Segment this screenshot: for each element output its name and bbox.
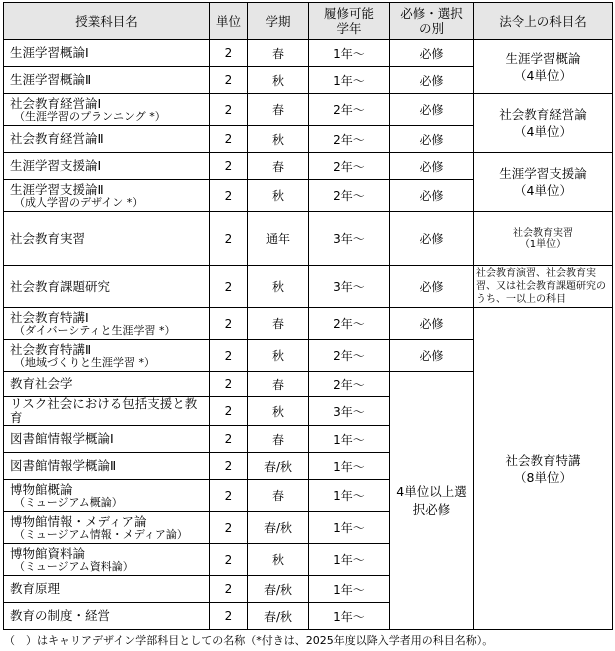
course-title: 社会教育特講Ⅱ [10,341,92,357]
law-subject-learning-support [474,153,613,212]
elective-req-line1: 4単位以上選 [396,483,467,499]
course-name: リスク社会における包括支援と教育 [4,397,210,426]
course-term: 秋 [248,266,309,308]
elective-req-line2: 択必修 [412,501,451,517]
course-credits: 2 [210,153,248,180]
table-row [4,212,613,266]
course-term: 秋 [248,544,309,576]
course-name: 生涯学習概論Ⅱ [4,67,210,94]
course-term: 秋 [248,340,309,372]
course-name: 教育の制度・経営 [4,603,210,630]
course-year: 2年〜 [309,180,390,212]
course-term: 春 [248,426,309,453]
law-credits: （4単位） [514,183,572,198]
course-term: 春 [248,40,309,67]
curriculum-table [3,2,613,630]
course-requirement: 必修 [390,67,474,94]
course-name: 生涯学習支援論Ⅰ [4,153,210,180]
course-requirement: 必修 [390,180,474,212]
course-name: 社会教育実習 [4,212,210,266]
course-year: 3年〜 [309,266,390,308]
course-title: 博物館資料論 [10,545,86,561]
course-title: 社会教育特講Ⅰ [10,309,89,325]
course-requirement: 必修 [390,212,474,266]
header-year-line2: 学年 [336,21,362,36]
header-requirement [390,3,474,40]
header-req-line1: 必修・選択 [400,6,463,21]
law-name: 社会教育実習 [513,227,573,239]
course-year: 1年〜 [309,603,390,630]
law-credits: （8単位） [514,469,572,485]
course-term: 春/秋 [248,453,309,480]
course-year: 1年〜 [309,40,390,67]
header-year [309,3,390,40]
course-year: 2年〜 [309,153,390,180]
course-credits: 2 [210,94,248,126]
course-credits: 2 [210,212,248,266]
course-credits: 2 [210,372,248,397]
course-year: 2年〜 [309,372,390,397]
course-year: 1年〜 [309,480,390,512]
course-year: 1年〜 [309,426,390,453]
course-name: 教育原理 [4,576,210,603]
course-credits: 2 [210,603,248,630]
law-subject-note: 社会教育演習、社会教育実習、又は社会教育課題研究のうち、一以上の科目 [474,266,613,308]
course-requirement: 必修 [390,340,474,372]
course-name [4,340,210,372]
course-requirement: 必修 [390,266,474,308]
course-name [4,480,210,512]
course-year: 2年〜 [309,126,390,153]
course-term: 通年 [248,212,309,266]
course-term: 春 [248,308,309,340]
course-term: 秋 [248,67,309,94]
course-credits: 2 [210,266,248,308]
course-name [4,94,210,126]
course-credits: 2 [210,480,248,512]
law-credits: （4単位） [514,124,572,139]
course-title: 博物館概論 [10,481,73,497]
course-year: 3年〜 [309,212,390,266]
course-credits: 2 [210,308,248,340]
course-term: 秋 [248,397,309,426]
course-credits: 2 [210,544,248,576]
course-year: 1年〜 [309,512,390,544]
course-year: 2年〜 [309,94,390,126]
course-subtitle: （成人学習のデザイン *） [14,195,144,209]
course-term: 春 [248,94,309,126]
course-term: 秋 [248,180,309,212]
course-credits: 2 [210,576,248,603]
course-requirement: 必修 [390,308,474,340]
course-term: 秋 [248,126,309,153]
course-term: 春 [248,372,309,397]
course-credits: 2 [210,426,248,453]
header-year-line1: 履修可能 [323,6,374,21]
course-year: 1年〜 [309,453,390,480]
course-year: 2年〜 [309,308,390,340]
course-subtitle: （ミュージアム概論） [14,495,123,509]
course-credits: 2 [210,40,248,67]
course-credits: 2 [210,512,248,544]
header-row [4,3,613,40]
law-subject-lifelong-learning [474,40,613,94]
header-course: 授業科目名 [4,3,210,40]
course-year: 1年〜 [309,544,390,576]
course-subtitle: （ダイバーシティと生涯学習 *） [14,323,176,337]
course-credits: 2 [210,453,248,480]
course-term: 春/秋 [248,512,309,544]
course-year: 2年〜 [309,340,390,372]
table-row [4,40,613,67]
header-req-line2: の別 [418,21,444,36]
header-law: 法令上の科目名 [474,3,613,40]
law-name: 生涯学習概論 [505,50,581,66]
law-name: 社会教育経営論 [499,107,587,122]
table-row [4,94,613,126]
law-subject-practicum [474,212,613,266]
table-row [4,308,613,340]
course-term: 春 [248,153,309,180]
course-credits: 2 [210,126,248,153]
course-name: 生涯学習概論Ⅰ [4,40,210,67]
course-name: 社会教育課題研究 [4,266,210,308]
law-name: 生涯学習支援論 [499,166,587,181]
course-name [4,512,210,544]
course-term: 春 [248,480,309,512]
table-row [4,266,613,308]
course-name: 図書館情報学概論Ⅱ [4,453,210,480]
course-name [4,308,210,340]
course-name [4,180,210,212]
course-name [4,544,210,576]
course-year: 3年〜 [309,397,390,426]
course-credits: 2 [210,180,248,212]
law-subject-education-management [474,94,613,153]
course-title: 生涯学習支援論Ⅱ [10,181,104,197]
course-year: 1年〜 [309,67,390,94]
course-requirement: 必修 [390,126,474,153]
footnote: （ ）はキャリアデザイン学部科目としての名称（*付きは、2025年度以降入学者用の科目名称）。 [4,634,494,647]
law-credits: （4単位） [514,67,572,83]
course-subtitle: （ミュージアム情報・メディア論） [14,527,188,541]
course-title: 博物館情報・メディア論 [10,513,147,529]
course-subtitle: （生涯学習のプランニング *） [14,109,166,123]
header-credits: 単位 [210,3,248,40]
course-requirement: 必修 [390,153,474,180]
course-name: 教育社会学 [4,372,210,397]
header-term: 学期 [248,3,309,40]
course-credits: 2 [210,397,248,426]
law-credits: （1単位） [519,238,567,250]
course-subtitle: （地域づくりと生涯学習 *） [14,355,155,369]
course-term: 春/秋 [248,576,309,603]
course-requirement: 必修 [390,94,474,126]
course-subtitle: （ミュージアム資料論） [14,559,134,573]
course-year: 1年〜 [309,576,390,603]
law-name: 社会教育特講 [505,452,581,468]
course-credits: 2 [210,67,248,94]
course-credits: 2 [210,340,248,372]
course-name: 図書館情報学概論Ⅰ [4,426,210,453]
elective-requirement [390,372,474,630]
table-row [4,153,613,180]
course-name: 社会教育経営論Ⅱ [4,126,210,153]
law-subject-special-lectures [474,308,613,630]
course-term: 春/秋 [248,603,309,630]
course-requirement: 必修 [390,40,474,67]
course-title: 社会教育経営論Ⅰ [10,95,102,111]
